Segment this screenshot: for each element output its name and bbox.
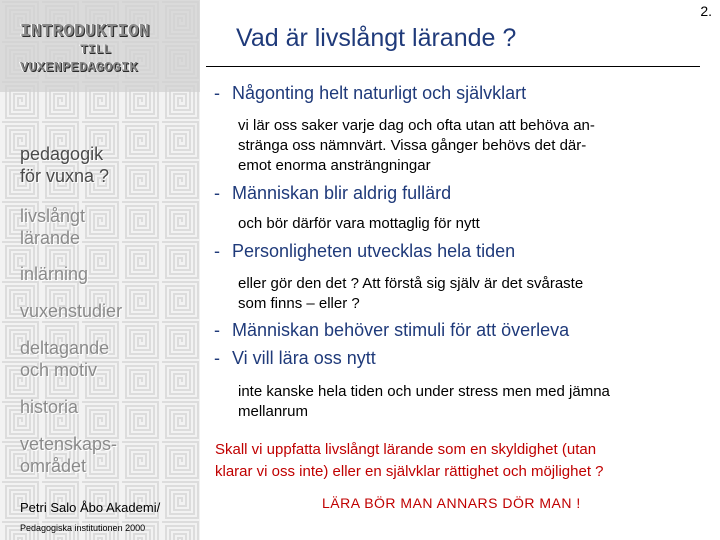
reflection-question: Skall vi uppfatta livslångt lärande som en skyldighet (utan klarar vi oss inte) eller en självklar rättighet och möjlighet ? [215,441,604,480]
bullet-2 [214,183,451,204]
bullet-3 [214,241,515,262]
sub-text-2: och bör därför vara mottaglig för nytt [238,215,480,232]
bullet-text: Vi vill lära oss nytt [232,348,376,368]
nav-item-deltagande[interactable]: deltagande och motiv [20,338,110,380]
footer-institution: Pedagogiska institutionen 2000 [20,523,146,533]
bullet-text: Människan behöver stimuli för att överleva [232,320,570,340]
logo-line-2: TILL [80,42,112,57]
nav-item-pedagogik[interactable]: pedagogik för vuxna ? [20,144,110,186]
title-divider [206,66,700,67]
course-logo [0,0,200,92]
nav-item-livslangt[interactable]: livslångt lärande [20,206,86,248]
sidebar [0,0,200,540]
motto: LÄRA BÖR MAN ANNARS DÖR MAN ! [322,495,581,511]
page-number: 2. [700,3,712,19]
bullet-text: Någonting helt naturligt och självklart [232,83,527,103]
bullet-4 [214,320,569,341]
sub-text-3: eller gör den det ? Att förstå sig själv är det svåraste som finns – eller ? [238,275,584,312]
nav-item-inlarning[interactable]: inlärning [20,264,89,284]
logo-line-1: INTRODUKTION [20,22,150,42]
bullet-text: Personligheten utvecklas hela tiden [232,241,516,261]
bullet-dash: - [214,320,220,340]
bullet-dash: - [214,348,220,368]
sub-text-4: inte kanske hela tiden och under stress men med jämna mellanrum [238,383,610,420]
footer-author: Petri Salo Åbo Akademi/ [20,500,161,515]
sub-text-1: vi lär oss saker varje dag och ofta utan att behöva an- stränga oss nämnvärt. Vissa gånger behövs det där- emot enorma ansträngningar [238,117,595,174]
bullet-5 [214,348,376,369]
bullet-dash: - [214,83,220,103]
nav-item-vuxenstudier[interactable]: vuxenstudier [20,301,123,321]
logo-line-3: VUXENPEDAGOGIK [20,60,138,76]
bullet-dash: - [214,183,220,203]
bullet-text: Människan blir aldrig fullärd [232,183,452,203]
nav-item-historia[interactable]: historia [20,397,79,417]
bullet-dash: - [214,241,220,261]
bullet-1 [214,83,526,104]
nav-item-vetenskap[interactable]: vetenskaps- området [20,434,118,476]
slide-title: Vad är livslångt lärande ? [236,24,517,52]
